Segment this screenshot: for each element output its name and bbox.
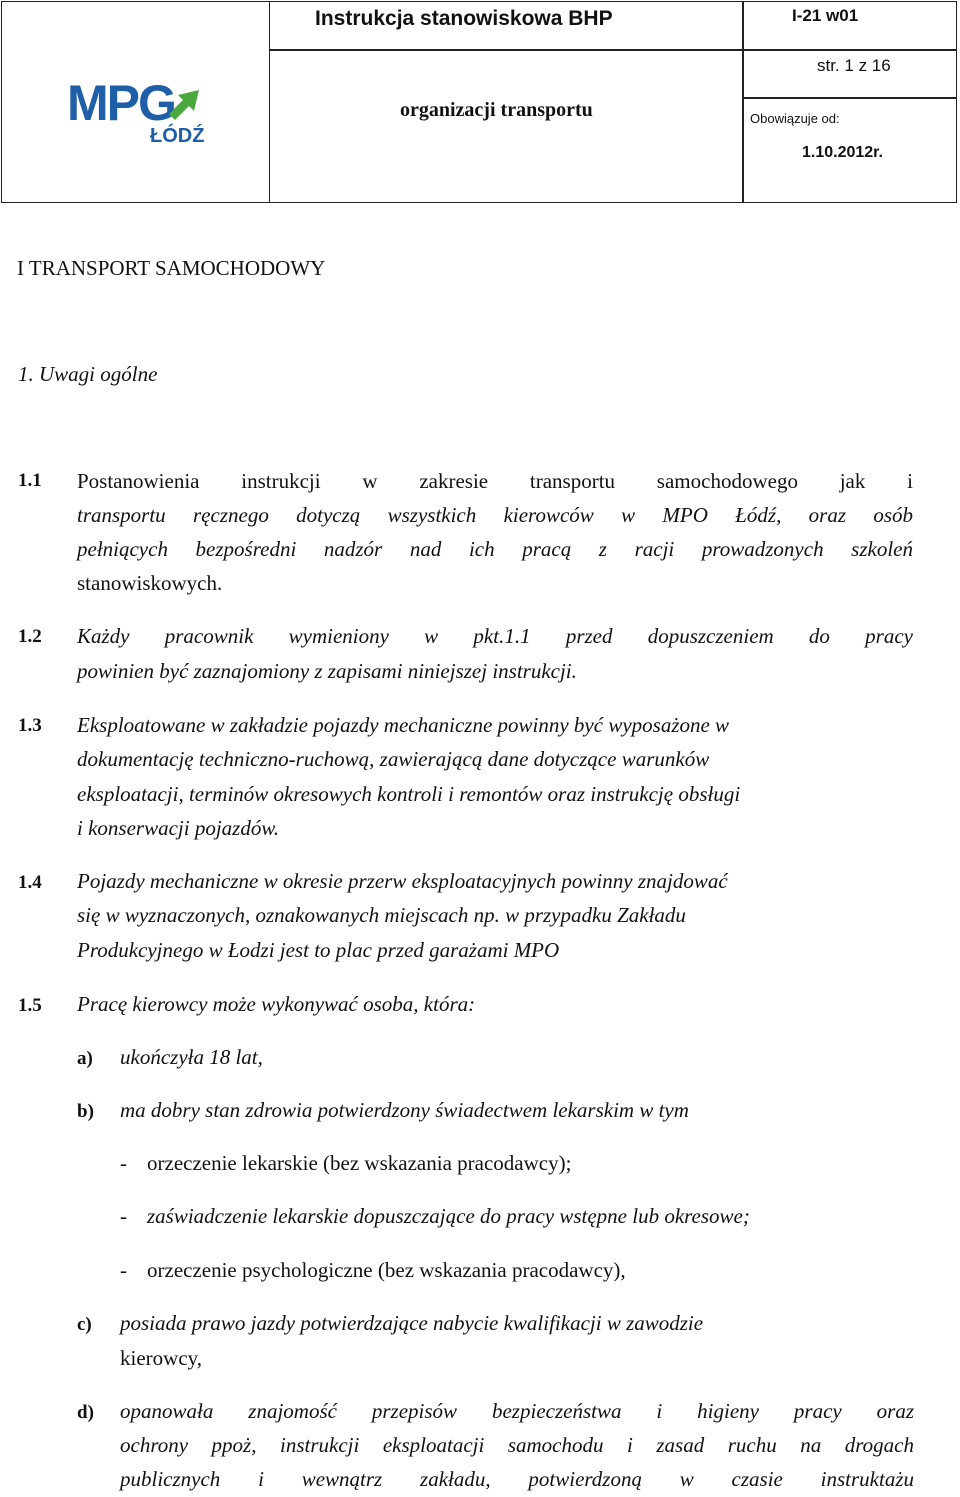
list-item: orzeczenie psychologiczne (bez wskazania pracodawcy), <box>147 1258 626 1282</box>
paragraph-line: Eksploatowane w zakładzie pojazdy mechaniczne powinny być wyposażone w <box>77 713 730 737</box>
company-logo <box>2 2 270 202</box>
valid-from-label: Obowiązuje od: <box>750 111 840 126</box>
list-item: zaświadczenie lekarskie dopuszczające do pracy wstępne lub okresowe; <box>147 1204 750 1228</box>
list-label: d) <box>77 1402 94 1423</box>
list-label: b) <box>77 1101 94 1122</box>
paragraph-line: powinien być zaznajomiony z zapisami niniejszej instrukcji. <box>77 659 577 683</box>
paragraph-line: Postanowienia instrukcji w zakresie transportu samochodowego jak i <box>77 469 913 493</box>
paragraph-line: i konserwacji pojazdów. <box>77 816 280 840</box>
list-item: ma dobry stan zdrowia potwierdzony świadectwem lekarskim w tym <box>120 1098 689 1122</box>
list-label: c) <box>77 1314 92 1335</box>
dash-bullet: - <box>120 1151 127 1175</box>
item-number: 1.5 <box>18 995 42 1016</box>
mpg-logo-icon <box>2 2 270 202</box>
list-item: ukończyła 18 lat, <box>120 1045 263 1069</box>
instruction-subtitle: organizacji transportu <box>400 99 593 121</box>
item-number: 1.3 <box>18 715 42 736</box>
item-number: 1.1 <box>18 470 42 491</box>
paragraph-line: pełniących bezpośredni nadzór nad ich pracą z racji prowadzonych szkoleń <box>77 537 913 561</box>
item-number: 1.2 <box>18 626 42 647</box>
list-item: publicznych i wewnątrz zakładu, potwierdzoną w czasie instruktażu <box>120 1467 914 1491</box>
paragraph-line: Każdy pracownik wymieniony w pkt.1.1 przed dopuszczeniem do pracy <box>77 624 913 648</box>
list-item: kierowcy, <box>120 1346 203 1370</box>
paragraph-line: się w wyznaczonych, oznakowanych miejscach np. w przypadku Zakładu <box>77 903 686 927</box>
section-title: I TRANSPORT SAMOCHODOWY <box>17 256 326 280</box>
page-number: str. 1 z 16 <box>817 56 891 75</box>
paragraph-line: transportu ręcznego dotyczą wszystkich kierowców w MPO Łódź, oraz osób <box>77 503 913 527</box>
list-item: orzeczenie lekarskie (bez wskazania pracodawcy); <box>147 1151 572 1175</box>
list-label: a) <box>77 1048 93 1069</box>
instruction-title: Instrukcja stanowiskowa BHP <box>315 7 613 30</box>
list-item: ochrony ppoż, instrukcji eksploatacji samochodu i zasad ruchu na drogach <box>120 1433 914 1457</box>
subsection-title: 1. Uwagi ogólne <box>18 362 158 386</box>
dash-bullet: - <box>120 1204 127 1228</box>
item-number: 1.4 <box>18 872 42 893</box>
paragraph-line: dokumentację techniczno-ruchową, zawierającą dane dotyczące warunków <box>77 747 710 771</box>
document-header <box>1 1 957 203</box>
paragraph-line: Produkcyjnego w Łodzi jest to plac przed garażami MPO <box>77 938 560 962</box>
paragraph-line: eksploatacji, terminów okresowych kontroli i remontów oraz instrukcję obsługi <box>77 782 741 806</box>
list-item: opanowała znajomość przepisów bezpieczeństwa i higieny pracy oraz <box>120 1399 914 1423</box>
document-code: I-21 w01 <box>792 6 859 25</box>
paragraph-line: stanowiskowych. <box>77 571 223 595</box>
dash-bullet: - <box>120 1258 127 1282</box>
list-item: posiada prawo jazdy potwierdzające nabycie kwalifikacji w zawodzie <box>120 1311 704 1335</box>
valid-from-date: 1.10.2012r. <box>802 144 883 161</box>
logo-mark: MPG <box>67 75 175 131</box>
paragraph-line: Pojazdy mechaniczne w okresie przerw eksploatacyjnych powinny znajdować <box>77 869 728 893</box>
logo-city: ŁÓDŹ <box>150 125 205 147</box>
paragraph-line: Pracę kierowcy może wykonywać osoba, która: <box>77 992 476 1016</box>
